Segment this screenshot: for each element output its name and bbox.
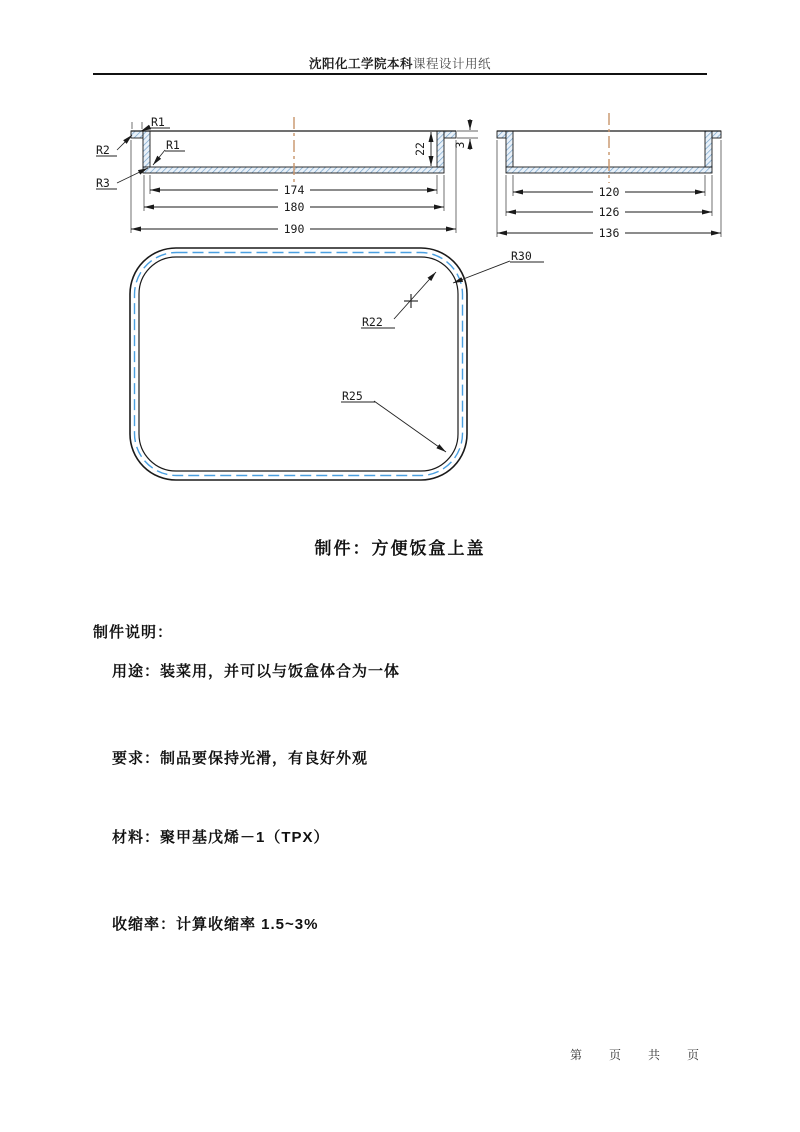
label-r25: R25	[342, 389, 363, 403]
dim-136: 136	[598, 226, 620, 240]
label-r3: R3	[96, 176, 110, 190]
note-material: 材料：聚甲基戊烯－1（TPX）	[112, 829, 330, 846]
header-title-main: 沈阳化工学院本科	[308, 57, 413, 71]
plan-dashed-line	[135, 253, 463, 476]
page-footer	[570, 1046, 699, 1063]
dim-174: 174	[283, 183, 305, 197]
label-r30: R30	[511, 249, 532, 263]
label-r2: R2	[96, 143, 110, 157]
dim-190: 190	[283, 222, 305, 236]
label-r1-top: R1	[151, 115, 165, 129]
plan-view	[130, 248, 544, 480]
label-r22: R22	[362, 315, 383, 329]
footer-char-ye2: 页	[687, 1048, 700, 1062]
notes-heading: 制件说明：	[93, 624, 174, 641]
technical-drawing	[0, 0, 800, 500]
label-r1-inner: R1	[166, 138, 180, 152]
note-shrinkage: 收缩率：计算收缩率 1.5~3%	[112, 916, 319, 933]
footer-char-di: 第	[570, 1048, 583, 1062]
note-requirement: 要求：制品要保持光滑，有良好外观	[112, 750, 369, 767]
section-view-left	[96, 115, 478, 236]
section-view-right	[497, 113, 721, 240]
dim-180: 180	[283, 200, 305, 214]
note-usage: 用途：装菜用，并可以与饭盒体合为一体	[112, 663, 401, 680]
drawing-caption: 制件：方便饭盒上盖	[314, 539, 486, 558]
dim-22: 22	[413, 142, 427, 156]
footer-char-ye1: 页	[609, 1048, 622, 1062]
footer-char-gong: 共	[648, 1048, 661, 1062]
dim-120: 120	[598, 185, 620, 199]
dim-3: 3	[453, 141, 467, 149]
header-title-suffix: 课程设计用纸	[413, 57, 492, 71]
dim-126: 126	[598, 205, 620, 219]
